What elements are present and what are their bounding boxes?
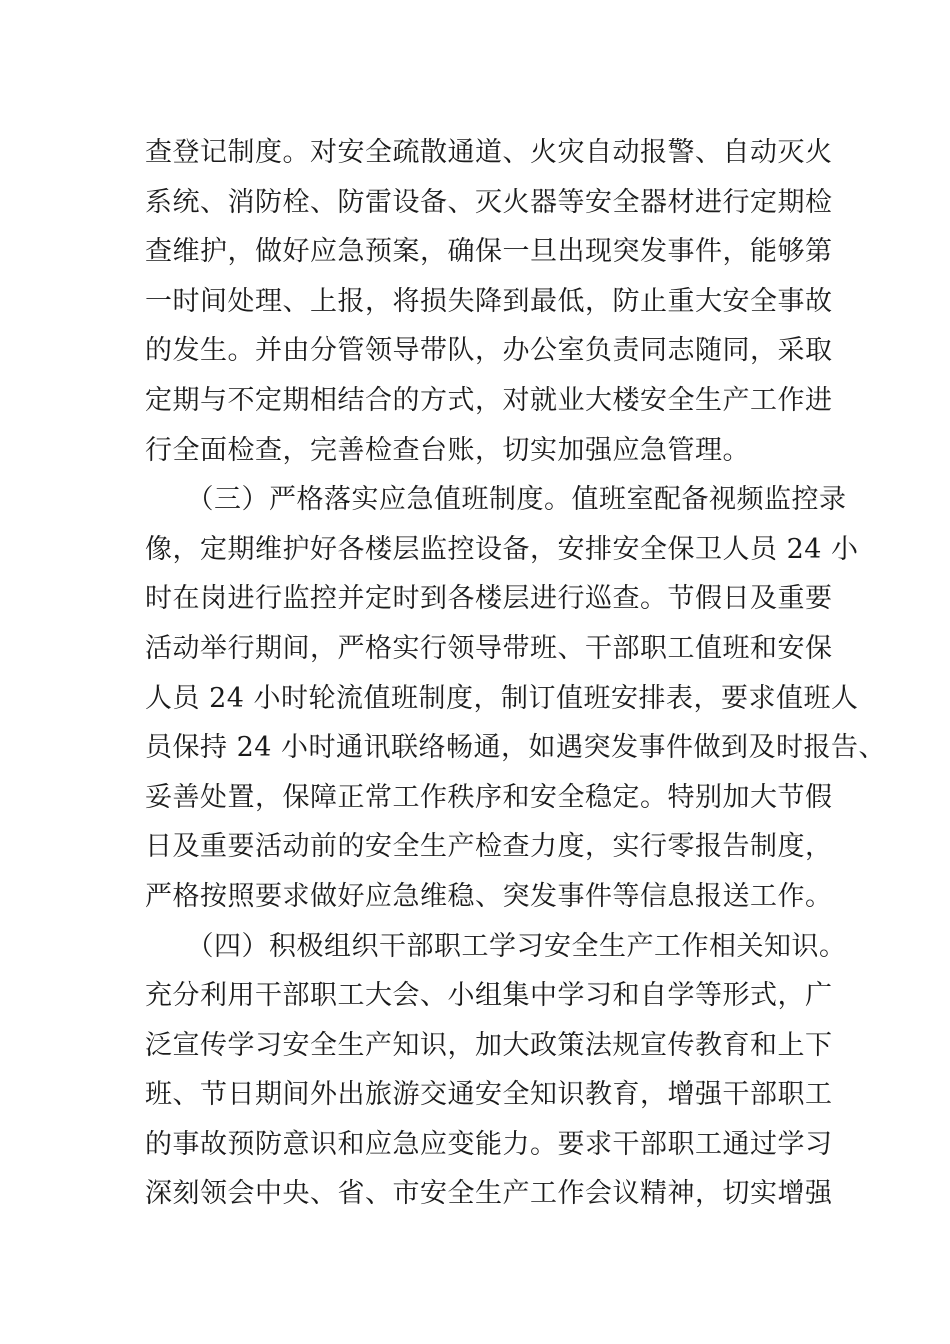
body-text <box>145 128 887 1219</box>
text-line: 员保持 24 小时通讯联络畅通，如遇突发事件做到及时报告、 <box>145 732 887 764</box>
paragraph-4-heading-line: （四）积极组织干部职工学习安全生产工作相关知识。 <box>145 930 847 962</box>
text-line: 系统、消防栓、防雷设备、灭火器等安全器材进行定期检 <box>145 186 833 218</box>
text-line: 的事故预防意识和应急应变能力。要求干部职工通过学习 <box>145 1128 833 1160</box>
text-line: 定期与不定期相结合的方式，对就业大楼安全生产工作进 <box>145 384 833 416</box>
text-line: 深刻领会中央、省、市安全生产工作会议精神，切实增强 <box>145 1178 833 1210</box>
text-line: 查登记制度。对安全疏散通道、火灾自动报警、自动灭火 <box>145 137 833 168</box>
text-line: 日及重要活动前的安全生产检查力度，实行零报告制度， <box>145 831 833 863</box>
paragraph-3-heading-line: （三）严格落实应急值班制度。值班室配备视频监控录 <box>145 484 847 516</box>
text-line: 人员 24 小时轮流值班制度，制订值班安排表，要求值班人 <box>145 682 859 714</box>
text-line: 像，定期维护好各楼层监控设备，安排安全保卫人员 24 小 <box>145 533 859 565</box>
text-line: 行全面检查，完善检查台账，切实加强应急管理。 <box>145 434 750 466</box>
text-line: 充分利用干部职工大会、小组集中学习和自学等形式，广 <box>145 980 833 1012</box>
text-line: 妥善处置，保障正常工作秩序和安全稳定。特别加大节假 <box>145 781 833 813</box>
text-line: 的发生。并由分管领导带队，办公室负责同志随同，采取 <box>145 335 833 367</box>
text-line: 活动举行期间，严格实行领导带班、干部职工值班和安保 <box>145 632 833 664</box>
text-line: 泛宣传学习安全生产知识，加大政策法规宣传教育和上下 <box>145 1029 833 1061</box>
text-line: 严格按照要求做好应急维稳、突发事件等信息报送工作。 <box>145 880 833 912</box>
text-line: 查维护，做好应急预案，确保一旦出现突发事件，能够第 <box>145 236 833 268</box>
text-line: 班、节日期间外出旅游交通安全知识教育，增强干部职工 <box>145 1079 833 1111</box>
text-line: 时在岗进行监控并定时到各楼层进行巡查。节假日及重要 <box>145 583 833 615</box>
text-line: 一时间处理、上报，将损失降到最低，防止重大安全事故 <box>145 285 833 317</box>
